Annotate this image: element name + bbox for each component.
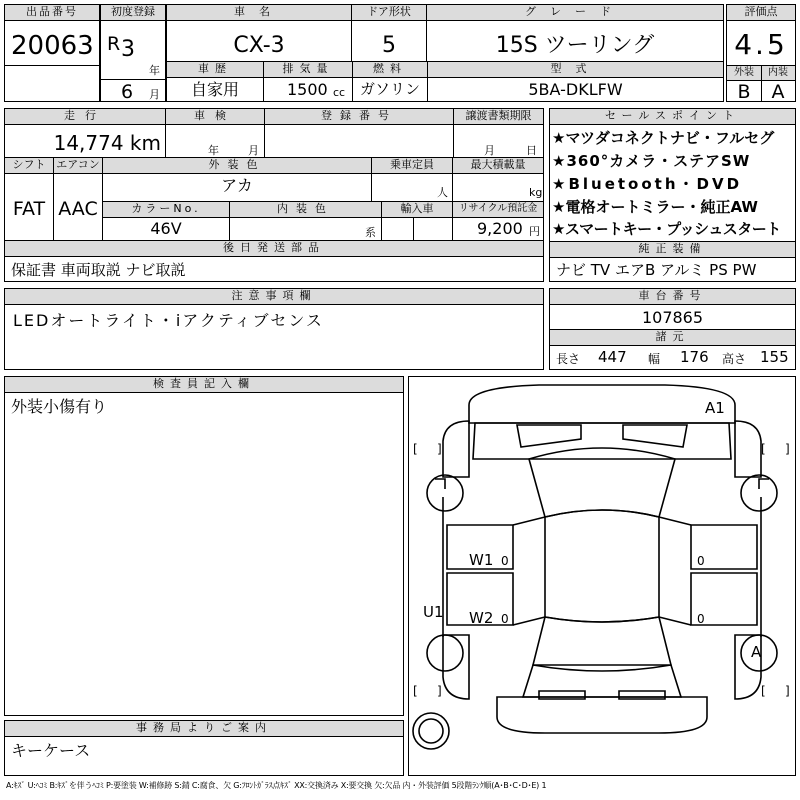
first-registration-box	[100, 4, 166, 102]
transfer-box	[453, 108, 544, 158]
office-box	[4, 720, 404, 776]
equipment-label: 純正装備	[550, 242, 795, 258]
car-diagram	[408, 376, 796, 776]
score: 4.5	[734, 28, 788, 61]
recycle-label: リサイクル預託金	[453, 202, 543, 217]
grade: 15S ツーリング	[495, 33, 655, 58]
color-no: 46V	[150, 219, 182, 238]
interior-label: 内装	[761, 66, 795, 80]
bracket-7: [	[761, 684, 766, 698]
year-unit: 年	[149, 64, 160, 77]
bracket-4: ]	[785, 442, 790, 456]
reg-number-box	[264, 108, 454, 158]
equipment: ナビ TV エアB アルミ PS PW	[556, 261, 757, 279]
mileage: 14,774 km	[53, 131, 161, 155]
bracket-8: ]	[785, 684, 790, 698]
damage-mark-w1: W1	[469, 551, 494, 569]
shift-label: シフト	[5, 158, 53, 173]
sales-points-box	[549, 108, 796, 242]
lot-number-box	[4, 4, 100, 102]
month-unit: 月	[149, 88, 160, 101]
lot-number: 20063	[11, 31, 94, 61]
sales-point-2: ★360°カメラ・ステアSW	[552, 152, 751, 170]
car-diagram-svg	[409, 377, 795, 775]
caution-label: 注意事項欄	[5, 289, 543, 305]
dims-label: 諸元	[550, 330, 795, 345]
fuel-label: 燃料	[353, 62, 427, 77]
ext-color-label: 外装色	[103, 158, 371, 173]
width: 176	[680, 348, 709, 366]
reg-number-label: 登録番号	[265, 109, 453, 125]
sales-point-1: ★マツダコネクトナビ・フルセグ	[552, 129, 775, 147]
sales-point-5: ★スマートキー・プッシュスタート	[552, 220, 781, 238]
damage-mark-u1: U1	[423, 603, 444, 621]
zero-mark-1: 0	[501, 554, 509, 568]
transfer-day-unit: 日	[526, 144, 537, 157]
int-color-unit: 系	[365, 226, 376, 239]
mileage-box	[4, 108, 166, 158]
damage-mark-w2: W2	[469, 609, 494, 627]
exterior-label: 外装	[727, 66, 761, 80]
history-label: 車歴	[167, 62, 263, 77]
grade-label: グレード	[427, 5, 723, 21]
capacity-unit: 人	[437, 186, 448, 199]
inspection-label: 車検	[166, 109, 264, 125]
car-name-label: 車名	[167, 5, 351, 21]
chassis-box	[549, 288, 796, 370]
length-label: 長さ	[556, 352, 581, 366]
spec-row	[166, 61, 724, 102]
inspection-box	[165, 108, 265, 158]
length: 447	[598, 348, 627, 366]
displacement: 1500	[287, 80, 328, 99]
interior-grade: A	[771, 81, 785, 103]
inspection-month-unit: 月	[248, 144, 259, 157]
later-parts-box	[4, 240, 544, 282]
mileage-label: 走行	[5, 109, 165, 125]
fuel: ガソリン	[359, 80, 420, 98]
max-load-label: 最大積載量	[453, 158, 543, 173]
max-load-unit: kg	[529, 186, 543, 199]
color-no-label: カラーNo.	[103, 202, 229, 217]
lot-number-label: 出品番号	[5, 5, 99, 21]
zero-mark-3: 0	[697, 554, 705, 568]
equipment-box	[549, 241, 796, 282]
bracket-6: ]	[437, 684, 442, 698]
width-label: 幅	[648, 352, 661, 366]
int-color-label: 内装色	[230, 202, 381, 217]
first-registration-label: 初度登録	[101, 5, 165, 21]
import-label: 輸入車	[382, 202, 452, 217]
caution-text: LEDオートライト・iアクティブセンス	[13, 311, 324, 330]
aircon-label: エアコン	[54, 158, 102, 173]
bracket-3: [	[761, 442, 766, 456]
bracket-5: [	[413, 684, 418, 698]
bracket-2: ]	[437, 442, 442, 456]
office-label: 事務局よりご案内	[5, 721, 403, 737]
aircon: AAC	[58, 198, 98, 220]
history: 自家用	[190, 80, 239, 99]
sales-point-4: ★電格オートミラー・純正AW	[552, 198, 758, 216]
recycle-amount: 9,200	[477, 219, 523, 238]
later-parts: 保証書 車両取説 ナビ取説	[11, 261, 186, 279]
damage-legend: A:ｷｽﾞ U:ﾍｺﾐ B:ｷｽﾞを伴うﾍｺﾐ P:要塗装 W:補修跡 S:錆 C:腐食、欠 G:ﾌﾛﾝﾄｶﾞﾗｽ点ｷｽﾞ XX:交換済み X:要交換 欠:欠品 内・外装評価 5段階ﾗﾝｸ順(A･B･C･D･E) 1	[6, 781, 547, 790]
recycle-unit: 円	[529, 225, 540, 238]
inspector-text: 外装小傷有り	[11, 397, 108, 416]
doors-label: ドア形状	[352, 5, 426, 21]
height-label: 高さ	[722, 352, 747, 366]
shift-box	[4, 157, 54, 241]
zero-mark-2: 0	[501, 612, 509, 626]
car-name-box	[166, 4, 352, 62]
year: 3	[121, 37, 135, 62]
capacity-label: 乗車定員	[372, 158, 452, 173]
month: 6	[121, 81, 134, 103]
score-box	[726, 4, 796, 102]
displacement-unit: cc	[333, 86, 346, 99]
height: 155	[760, 348, 789, 366]
model-code-label: 型式	[428, 62, 723, 77]
ext-color: アカ	[221, 176, 253, 195]
model-code: 5BA-DKLFW	[528, 80, 623, 99]
grade-box	[426, 4, 724, 62]
chassis-number: 107865	[641, 308, 704, 327]
sales-points-label: セールスポイント	[550, 109, 795, 125]
damage-mark-a: A	[751, 643, 762, 661]
exterior-grade: B	[737, 81, 751, 103]
later-parts-label: 後日発送部品	[5, 241, 543, 257]
inspector-label: 検査員記入欄	[5, 377, 403, 393]
chassis-label: 車台番号	[550, 289, 795, 305]
aircon-box	[53, 157, 103, 241]
damage-mark-a1: A1	[705, 399, 725, 417]
sales-point-3: ★Bluetooth・DVD	[552, 175, 743, 193]
bracket-1: [	[413, 442, 418, 456]
displacement-label: 排気量	[264, 62, 352, 77]
car-name: CX-3	[233, 33, 285, 58]
score-label: 評価点	[727, 5, 795, 21]
shift: FAT	[12, 198, 46, 220]
zero-mark-4: 0	[697, 612, 705, 626]
transfer-month-unit: 月	[484, 144, 495, 157]
doors: 5	[382, 33, 396, 58]
transfer-label: 譲渡書類期限	[454, 109, 543, 125]
doors-box	[351, 4, 427, 62]
era: R	[107, 33, 121, 55]
inspector-box	[4, 376, 404, 716]
caution-box	[4, 288, 544, 370]
inspection-year-unit: 年	[208, 144, 219, 157]
color-grid	[102, 157, 544, 241]
office-text: キーケース	[11, 741, 91, 760]
